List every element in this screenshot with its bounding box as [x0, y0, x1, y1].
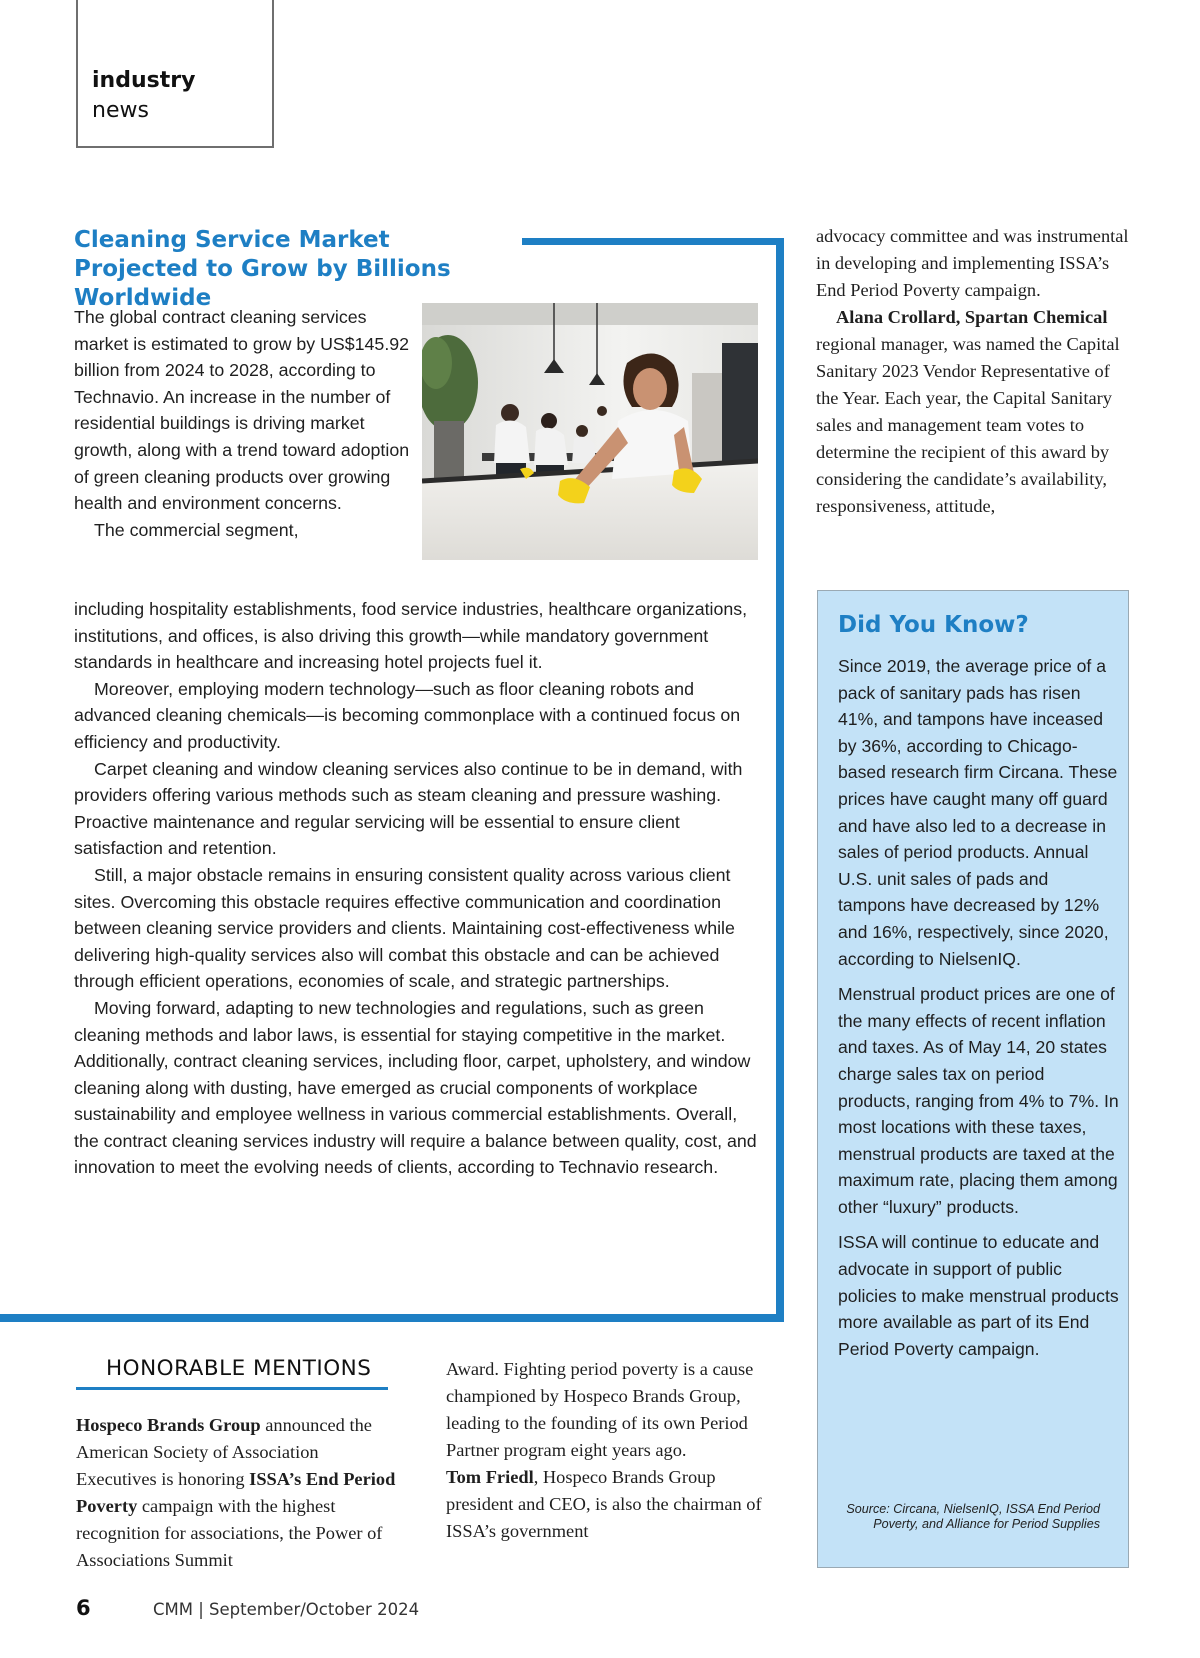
did-you-know-paragraph-3: ISSA will continue to educate and advocate in support of public policies to make menstrual products more available as part of its End Period Poverty campaign.	[838, 1232, 1119, 1359]
page-number: 6	[76, 1596, 91, 1620]
publication-footer: CMM | September/October 2024	[153, 1600, 420, 1619]
feature-frame-right	[776, 238, 784, 1322]
right-column-body: regional manager, was named the Capital Sanitary 2023 Vendor Representative of the Year. Each year, the Capital Sanitary sales and management team votes to determine the recipient of this award by considering the candidate’s availability, responsiveness, attitude,	[816, 334, 1120, 516]
honorable-mentions-column-1	[76, 1412, 396, 1574]
person-name-tom-friedl: Tom Friedl	[446, 1467, 534, 1487]
article-paragraph-1: The global contract cleaning services market is estimated to grow by US$145.92 billion from 2024 to 2028, according to Technavio. An increase in the number of residential buildings is driving market growth, along with a trend toward adoption of green cleaning products over growing health and environment concerns.	[74, 307, 410, 514]
honorable-mentions-paragraph-2: Award. Fighting period poverty is a cause championed by Hospeco Brands Group, leading to the founding of its own Period Partner program eight years ago.	[446, 1359, 754, 1460]
honorable-mentions-paragraph-1	[76, 1412, 396, 1574]
article-paragraph-3: Moreover, employing modern technology—such as floor cleaning robots and advanced cleaning chemicals—is becoming commonplace with a continued focus on efficiency and productivity.	[74, 678, 741, 752]
did-you-know-source: Source: Circana, NielsenIQ, ISSA End Period Poverty, and Alliance for Period Supplies	[846, 1502, 1100, 1531]
person-name-alana-crollard: Alana Crollard	[836, 307, 956, 327]
cleaning-photo-illustration	[422, 303, 758, 560]
feature-frame-top	[522, 238, 784, 245]
honorable-mentions-title: HONORABLE MENTIONS	[106, 1356, 372, 1381]
hm-text-2: campaign with the highest recognition for associations, the Power of Associations Summit	[76, 1496, 383, 1570]
did-you-know-body	[838, 653, 1120, 1371]
did-you-know-paragraph-1: Since 2019, the average price of a pack of sanitary pads has risen 41%, and tampons have inceased by 36%, according to Chicago-based research firm Circana. These prices have caught many off guard and have also led to a decrease in sales of period products. Annual U.S. unit sales of pads and tampons have decreased by 12% and 16%, respectively, since 2020, according to NielsenIQ.	[838, 656, 1118, 969]
article-photo	[422, 303, 758, 560]
article-intro-column	[74, 304, 414, 543]
article-paragraph-6: Moving forward, adapting to new technologies and regulations, such as green cleaning methods and labor laws, is essential for staying competitive in the market. Additionally, contract cleaning services, including floor, carpet, upholstery, and window cleaning along with dusting, have emerged as crucial components of workplace sustainability and employee wellness in various commercial establishments. Overall, the contract cleaning services industry will require a balance between quality, cost, and innovation to meet the evolving needs of clients, according to Technavio research.	[74, 997, 757, 1178]
feature-frame-bottom	[0, 1314, 784, 1322]
right-column-paragraph	[816, 304, 1136, 520]
article-main-column	[74, 596, 766, 1181]
right-column-text	[816, 223, 1136, 520]
company-name-hospeco: Hospeco Brands Group	[76, 1415, 261, 1435]
hm-text-1: announced the American Society of Association Executives is honoring	[76, 1415, 372, 1489]
article-paragraph-4: Carpet cleaning and window cleaning services also continue to be in demand, with providers offering various methods such as steam cleaning and pressure washing. Proactive maintenance and regular servicing will be essential to ensure client satisfaction and retention.	[74, 758, 743, 859]
honorable-mentions-rule	[76, 1387, 388, 1390]
did-you-know-title: Did You Know?	[838, 612, 1029, 638]
right-column-continuation: advocacy committee and was instrumental in developing and implementing ISSA’s End Period Poverty campaign.	[816, 226, 1129, 300]
section-label-industry: industry	[92, 68, 196, 93]
article-paragraph-2-rest: including hospitality establishments, food service industries, healthcare organizations, institutions, and offices, is also driving this growth—while mandatory government standards in healthcare and increasing hotel projects fuel it.	[74, 599, 748, 673]
article-paragraph-2-start: The commercial segment,	[94, 519, 299, 540]
campaign-name-end-period-poverty: ISSA’s End Period Poverty	[76, 1469, 396, 1516]
section-label-news: news	[92, 98, 149, 123]
did-you-know-paragraph-2: Menstrual product prices are one of the many effects of recent inflation and taxes. As of May 14, 20 states charge sales tax on period products, ranging from 4% to 7%. In most locations with these taxes, menstrual products are taxed at the maximum rate, placing them among other “luxury” products.	[838, 984, 1119, 1217]
hm-text-3: , Hospeco Brands Group president and CEO, is also the chairman of ISSA’s government	[446, 1467, 762, 1541]
article-paragraph-5: Still, a major obstacle remains in ensuring consistent quality across various client sites. Overcoming this obstacle requires effective communication and coordination between cleaning service providers and clients. Maintaining cost-effectiveness while delivering high-quality services also will combat this obstacle and can be achieved through efficient operations, economies of scale, and strategic partnerships.	[74, 864, 735, 992]
honorable-mentions-paragraph-3	[446, 1464, 768, 1545]
article-headline: Cleaning Service Market Projected to Grow by Billions Worldwide	[74, 227, 451, 311]
company-name-spartan-chemical: Spartan Chemical	[964, 307, 1108, 327]
honorable-mentions-column-2	[446, 1356, 768, 1545]
name-separator: ,	[955, 307, 965, 327]
